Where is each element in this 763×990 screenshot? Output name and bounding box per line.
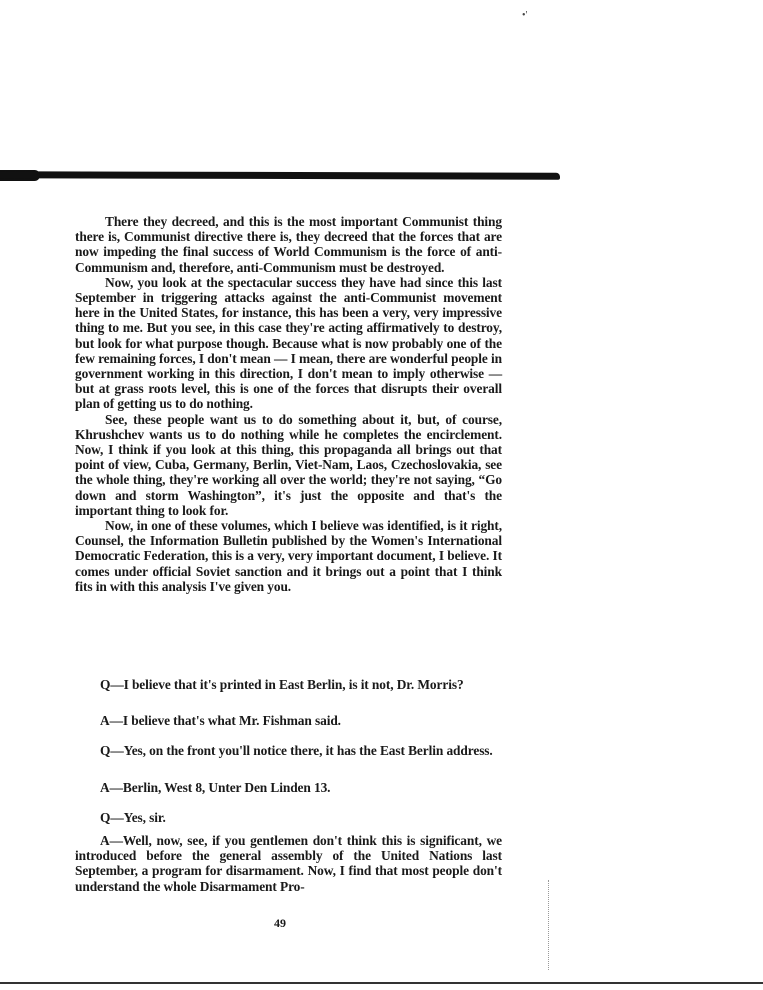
top-rule: [0, 171, 560, 179]
paragraph: Now, in one of these volumes, which I believe was identified, is it right, Counsel, the Information Bulletin published by the Women's International Democratic Federation, this is a very, very important document, I believe. It comes under official Soviet sanction and it brings out a point that I think fits in with this analysis I've given you.: [75, 518, 502, 594]
answer: A—Berlin, West 8, Unter Den Linden 13.: [100, 780, 331, 795]
answer: A—Well, now, see, if you gentlemen don't think this is significant, we introduced before the general assembly of the United Nations last September, a program for disarmament. Now, I find that most people don't understand the whole Disarmament Pro-: [75, 833, 502, 894]
body-text: [75, 214, 502, 594]
answer: A—I believe that's what Mr. Fishman said.: [100, 713, 341, 728]
page-number: 49: [274, 916, 286, 930]
question: Q—Yes, sir.: [100, 810, 166, 825]
bottom-rule: [0, 982, 763, 984]
corner-mark: •': [522, 10, 528, 21]
margin-dots: [548, 880, 551, 970]
paragraph: There they decreed, and this is the most important Communist thing there is, Communist directive there is, they decreed that the forces that are now impeding the final success of World Communism is the force of anti-Communism and, therefore, anti-Communism must be destroyed.: [75, 214, 502, 275]
question: Q—Yes, on the front you'll notice there, it has the East Berlin address.: [100, 743, 493, 758]
question: Q—I believe that it's printed in East Berlin, is it not, Dr. Morris?: [100, 677, 464, 692]
paragraph: See, these people want us to do something about it, but, of course, Khrushchev wants us to do nothing while he completes the encirclement. Now, I think if you look at this thing, this propaganda all brings out that point of view, Cuba, Germany, Berlin, Viet-Nam, Laos, Czechoslovakia, see the whole thing, they're working all over the world; they're not saying, “Go down and storm Washington”, it's just the opposite and that's the important thing to look for.: [75, 411, 502, 518]
paragraph: Now, you look at the spectacular success they have had since this last September in triggering attacks against the anti-Communist movement here in the United States, for instance, this has been a very, very impressive thing to me. But you see, in this case they're acting affirmatively to destroy, but look for what purpose though. Because what is now probably one of the few remaining forces, I don't mean — I mean, there are wonderful people in government working in this direction, I don't mean to imply otherwise — but at grass roots level, this is one of the forces that disrupts their overall plan of getting us to do nothing.: [75, 274, 502, 412]
